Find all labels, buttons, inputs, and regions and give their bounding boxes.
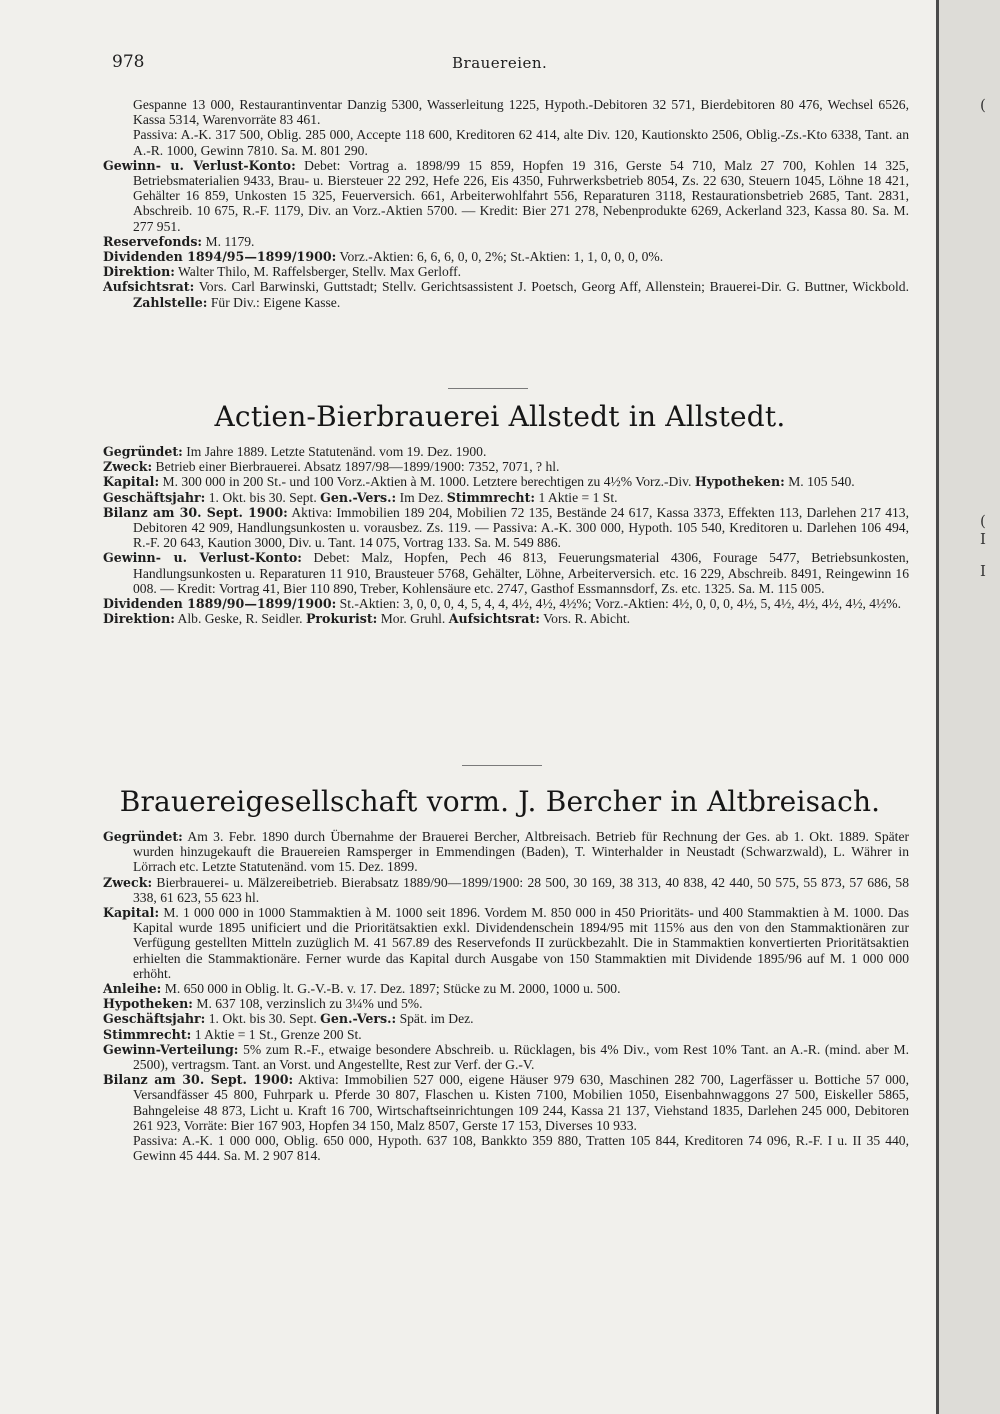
entry-text: Debet: Malz, Hopfen, Pech 46 813, Feuerungsmaterial 4306, Fourage 5477, Betriebsunkosten, Handlungsunkosten u. Reparaturen 11 910, Brausteuer 5768, Gehälter, Löhne, Arbeiterversich. etc. 16 229, Abschreib. 8491, Reingewinn 16 008. — Kredit: Vortrag 41, Bier 110 890, Treber, Kohlensäure etc. 2747, Gasthof Essmannsdorf, Zs. etc. 1325. Sa. M. 115 005.	[133, 550, 910, 596]
entry-text: 1 Aktie = 1 St., Grenze 200 St.	[194, 1026, 362, 1042]
entry-label: Gegründet:	[103, 829, 183, 844]
entry-kapital	[103, 474, 909, 489]
entry-gewinn-verteilung	[103, 1042, 909, 1072]
entry-text: St.-Aktien: 3, 0, 0, 0, 4, 5, 4, 4, 4½, 4½, 4½%; Vorz.-Aktien: 4½, 0, 0, 0, 4½, 5, 4½, 4½, 4½, 4½, 4½%.	[339, 596, 902, 612]
entry-label: Gen.-Vers.:	[320, 1011, 397, 1027]
entry-text: Walter Thilo, M. Raffelsberger, Stellv. Max Gerloff.	[178, 264, 462, 280]
entry-label: Dividenden 1894/95—1899/1900:	[103, 249, 337, 265]
entry-label: Bilanz am 30. Sept. 1900:	[103, 1072, 294, 1088]
entry-text: Vors. Carl Barwinski, Guttstadt; Stellv. Gerichtsassistent J. Poetsch, Georg Aff, Allenstein; Brauerei-Dir. G. Buttner, Wickbold.	[198, 279, 909, 295]
entry-label: Gewinn- u. Verlust-Konto:	[103, 157, 296, 173]
company-title-allstedt: Actien-Bierbrauerei Allstedt in Allstedt.	[214, 400, 786, 433]
entry-text: Mor. Gruhl.	[380, 611, 446, 627]
balance-aktiva-text: Gespanne 13 000, Restaurantinventar Danzig 5300, Wasserleitung 1225, Hypoth.-Debitoren 32 571, Bierdebitoren 80 476, Wechsel 6526, Kassa 5314, Warenvorräte 83 461.	[133, 97, 909, 128]
margin-char: (	[980, 512, 986, 530]
entry-label: Zahlstelle:	[133, 294, 208, 310]
entry-label: Gegründet:	[103, 444, 183, 459]
section-divider	[462, 765, 542, 766]
entry-gegruendet	[103, 444, 909, 459]
bercher-entries	[103, 829, 909, 1163]
entry-text: Passiva: A.-K. 1 000 000, Oblig. 650 000, Hypoth. 637 108, Bankkto 359 880, Tratten 105 844, Kreditoren 74 096, R.-F. I u. II 35 440, Gewinn 45 444. Sa. M. 2 907 814.	[133, 1133, 909, 1164]
entry-text: 1. Okt. bis 30. Sept.	[208, 1011, 317, 1027]
entry-text: Alb. Geske, R. Seidler.	[177, 611, 303, 627]
entry-label: Geschäftsjahr:	[103, 489, 206, 505]
adjacent-page-edge	[936, 0, 1000, 1414]
company-title-bercher: Brauereigesellschaft vorm. J. Bercher in Altbreisach.	[119, 785, 881, 818]
entry-direktion	[103, 611, 909, 626]
margin-char: (	[980, 96, 986, 114]
entry-gegruendet	[103, 829, 909, 875]
entry-text: Aktiva: Immobilien 189 204, Mobilien 72 135, Bestände 24 617, Kassa 3373, Effekten 113, Darlehen 217 413, Debitoren 42 909, Handlungsunkosten u. vorausbez. Zs. 119. — Passiva: A.-K. 300 000, Hypoth. 105 540, Kreditoren u. Darlehen 106 494, R.-F. 20 643, Kaution 3000, Div. u. Tant. 14 075, Vortrag 133. Sa. M. 549 886.	[133, 504, 909, 551]
entry-kapital	[103, 905, 909, 981]
entry-text: Betrieb einer Bierbrauerei. Absatz 1897/98—1899/1900: 7352, 7071, ? hl.	[155, 459, 560, 475]
entry-passiva	[103, 1133, 909, 1163]
reservefonds-entry	[103, 234, 909, 249]
entry-stimmrecht	[103, 1027, 909, 1042]
balance-passiva-text: Passiva: A.-K. 317 500, Oblig. 285 000, Accepte 118 600, Kreditoren 62 414, alte Div. 120, Kautionskto 2506, Oblig.-Zs.-Kto 6338, Tant. an A.-R. 1000, Gewinn 7810. Sa. M. 801 290.	[133, 127, 909, 158]
direktion-entry	[103, 264, 909, 279]
entry-label: Direktion:	[103, 611, 175, 627]
entry-text: Am 3. Febr. 1890 durch Übernahme der Brauerei Bercher, Altbreisach. Betrieb für Rechnung der Ges. ab 1. Okt. 1889. Später wurden hinzugekauft die Brauereien Ramsperger in Emmendingen (Baden), T. Winterhalder in Neustadt (Schwarzwald), L. Währer in Lörrach etc. Letzte Statutenänd. vom 15. Dez. 1899.	[133, 829, 910, 875]
entry-anleihe	[103, 981, 909, 996]
entry-label: Reservefonds:	[103, 233, 203, 249]
entry-label: Dividenden 1889/90—1899/1900:	[103, 596, 337, 612]
entry-hypotheken	[103, 996, 909, 1011]
dividenden-entry	[103, 249, 909, 264]
entry-label: Aufsichtsrat:	[103, 279, 195, 295]
page-fold-line	[936, 0, 939, 1414]
entry-label: Hypotheken:	[694, 474, 785, 490]
entry-label: Hypotheken:	[103, 996, 193, 1012]
entry-label: Anleihe:	[103, 981, 162, 997]
entry-label: Kapital:	[103, 905, 160, 921]
aufsichtsrat-entry	[103, 279, 909, 309]
entry-text: Aktiva: Immobilien 527 000, eigene Häuser 979 630, Maschinen 282 700, Lagerfässer u. Bottiche 57 000, Versandfässer 45 800, Fuhrpark u. Pferde 30 807, Flaschen u. Kisten 7100, Mobilien 1050, Eisenbahnwaggons 27 500, Eiskeller 5865, Bahngeleise 48 873, Licht u. Kraft 16 700, Wirtschaftseinrichtungen 109 244, Kassa 21 137, Viehstand 1835, Darlehen 245 000, Debitoren 261 923, Vorräte: Bier 167 903, Hopfen 34 150, Malz 8507, Gerste 17 153, Diverses 10 933.	[133, 1072, 909, 1133]
entry-zweck	[103, 875, 909, 905]
entry-label: Direktion:	[103, 264, 175, 280]
entry-text: Für Div.: Eigene Kasse.	[210, 294, 341, 310]
entry-label: Stimmrecht:	[446, 489, 536, 505]
entry-label: Stimmrecht:	[103, 1026, 192, 1042]
entry-zweck	[103, 459, 909, 474]
entry-text: Vorz.-Aktien: 6, 6, 6, 0, 0, 2%; St.-Aktien: 1, 1, 0, 0, 0, 0%.	[339, 249, 664, 265]
entry-geschaeftsjahr	[103, 1011, 909, 1026]
entry-label: Geschäftsjahr:	[103, 1011, 206, 1027]
page-number: 978	[112, 52, 145, 72]
entry-label: Bilanz am 30. Sept. 1900:	[103, 504, 288, 520]
entry-text: M. 300 000 in 200 St.- und 100 Vorz.-Aktien à M. 1000. Letztere berechtigen zu 4½% Vorz.-Div.	[162, 474, 692, 490]
entry-text: Debet: Vortrag a. 1898/99 15 859, Hopfen 19 316, Gerste 54 710, Malz 27 700, Kohlen 14 325, Betriebsmaterialien 9433, Brau- u. Biersteuer 22 292, Hefe 226, Eis 4350, Fuhrwerksbetrieb 8054, Zs. 22 630, Steuern 1045, Löhne 18 421, Gehälter 16 859, Unkosten 15 325, Feuerversich. 661, Arbeiterwohlfahrt 556, Reparaturen 3118, Restaurationsbetrieb 2685, Tant. 2831, Abschreib. 10 675, R.-F. 1179, Div. an Vorz.-Aktien 5700. — Kredit: Bier 271 278, Nebenprodukte 6269, Ackerland 323, Kassa 80. Sa. M. 277 951.	[133, 157, 910, 234]
entry-text: Im Dez.	[399, 489, 444, 505]
entry-text: Spät. im Dez.	[399, 1011, 474, 1027]
entry-label: Gewinn-Verteilung:	[103, 1041, 239, 1057]
entry-label: Gewinn- u. Verlust-Konto:	[103, 550, 302, 566]
entry-text: Vors. R. Abicht.	[543, 611, 631, 627]
running-title: Brauereien.	[452, 54, 548, 72]
entry-bilanz	[103, 505, 909, 551]
entry-text: 5% zum R.-F., etwaige besondere Abschreib. u. Rücklagen, bis 4% Div., vom Rest 10% Tant. an A.-R. (mind. aber M. 2500), vertragsm. Tant. an Vorst. und Angestellte, Rest zur Verf. der G.-V.	[133, 1041, 909, 1073]
page-header	[112, 52, 912, 76]
continued-entry	[103, 97, 909, 310]
entry-label: Zweck:	[103, 459, 153, 475]
entry-label: Aufsichtsrat:	[448, 611, 540, 627]
gewinn-konto-entry	[103, 158, 909, 234]
entry-gewinn-konto	[103, 550, 909, 596]
entry-label: Prokurist:	[305, 611, 378, 627]
entry-text: 1. Okt. bis 30. Sept.	[208, 489, 317, 505]
entry-text: Bierbrauerei- u. Mälzereibetrieb. Bierabsatz 1889/90—1899/1900: 28 500, 30 169, 38 313, 40 838, 42 440, 50 575, 55 873, 57 686, 58 338, 61 623, 55 623 hl.	[133, 874, 909, 905]
entry-text: M. 650 000 in Oblig. lt. G.-V.-B. v. 17. Dez. 1897; Stücke zu M. 2000, 1000 u. 500.	[164, 981, 621, 997]
entry-text: Im Jahre 1889. Letzte Statutenänd. vom 19. Dez. 1900.	[186, 444, 487, 459]
margin-char: I	[980, 562, 986, 580]
section-divider	[448, 388, 528, 389]
entry-text: M. 1179.	[205, 233, 255, 249]
entry-text: M. 1 000 000 in 1000 Stammaktien à M. 1000 seit 1896. Vordem M. 850 000 in 450 Prioritäts- und 400 Stammaktien à M. 1000. Das Kapital wurde 1895 unificiert und die Prioritätsaktien exkl. Dividendenschein 1894/95 mit 115% aus den von den Stammaktionären zur Verfügung gestellten Mitteln zuzüglich M. 41 567.89 des Reservefonds II zurückbezahlt. Die in Stammaktien konvertierten Prioritätsaktien erhielten die Stammaktionäre. Ferner wurde das Kapital durch Ausgabe von 150 Stammaktien mit Dividende 1895/96 auf M. 1 000 000 erhöht.	[133, 905, 909, 981]
entry-text: 1 Aktie = 1 St.	[538, 489, 618, 505]
entry-label: Kapital:	[103, 474, 160, 490]
entry-text: M. 637 108, verzinslich zu 3¼% und 5%.	[196, 996, 423, 1012]
margin-char: I	[980, 530, 986, 548]
entry-label: Zweck:	[103, 874, 153, 890]
allstedt-entries	[103, 444, 909, 626]
entry-text: M. 105 540.	[788, 474, 855, 490]
entry-geschaeftsjahr	[103, 490, 909, 505]
entry-dividenden	[103, 596, 909, 611]
entry-label: Gen.-Vers.:	[320, 489, 397, 505]
entry-bilanz	[103, 1072, 909, 1133]
